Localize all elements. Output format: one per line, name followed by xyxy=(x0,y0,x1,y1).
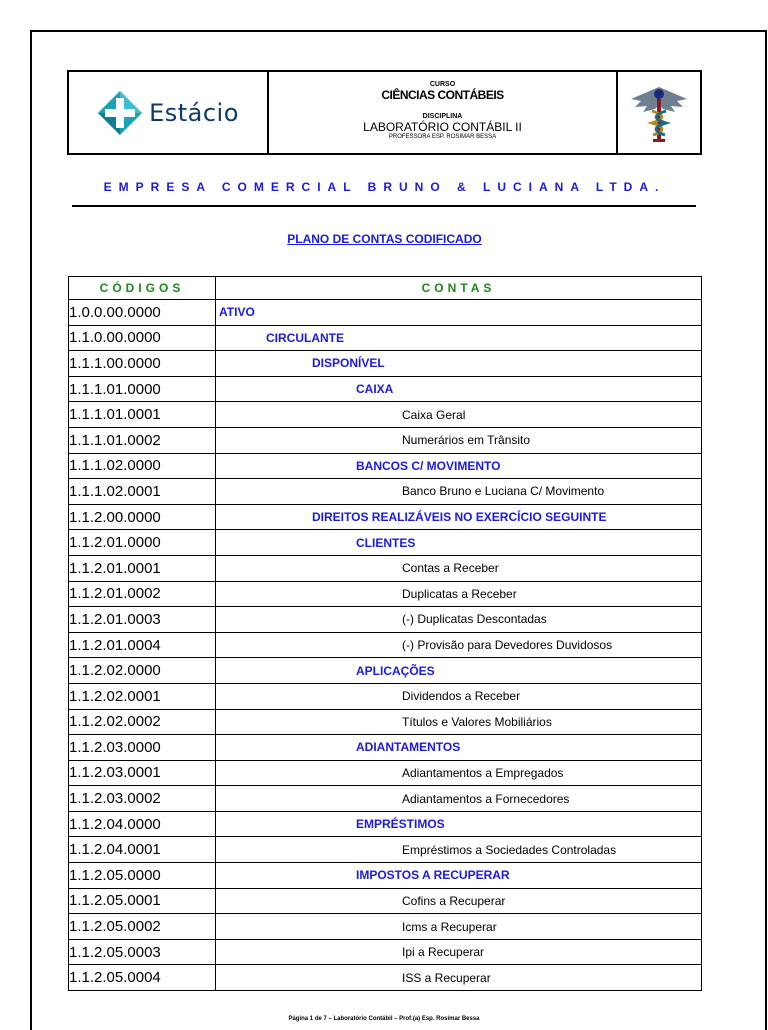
account-code: 1.1.2.01.0004 xyxy=(69,632,216,658)
estacio-logo xyxy=(69,72,269,153)
account-name: Numerários em Trânsito xyxy=(402,433,531,448)
account-cell xyxy=(216,300,702,326)
professor-name: PROFESSORA ESP. ROSIMAR BESSA xyxy=(388,134,497,140)
document-header xyxy=(67,70,702,155)
caduceus-emblem-icon xyxy=(627,81,691,145)
plan-title: PLANO DE CONTAS CODIFICADO xyxy=(287,232,482,246)
account-name: Adiantamentos a Empregados xyxy=(402,765,564,780)
account-code: 1.1.0.00.0000 xyxy=(69,325,216,351)
table-row xyxy=(69,888,702,914)
account-code: 1.1.1.01.0002 xyxy=(69,427,216,453)
page-footer: Página 1 de 7 – Laboratório Contábil – Prof.(a) Esp. Rosimar Bessa xyxy=(288,1016,480,1022)
account-cell xyxy=(216,555,702,581)
account-name: IMPOSTOS A RECUPERAR xyxy=(356,868,510,883)
table-row xyxy=(69,735,702,761)
company-name: EMPRESA COMERCIAL BRUNO & LUCIANA LTDA. xyxy=(103,180,666,194)
account-name: Títulos e Valores Mobiliários xyxy=(402,714,552,729)
account-code: 1.1.2.03.0002 xyxy=(69,786,216,812)
account-name: Cofins a Recuperar xyxy=(402,893,506,908)
table-row xyxy=(69,683,702,709)
account-cell xyxy=(216,863,702,889)
table-row xyxy=(69,786,702,812)
account-name: Ipi a Recuperar xyxy=(402,945,485,960)
account-name: APLICAÇÕES xyxy=(356,663,435,678)
course-label: CURSO xyxy=(429,81,456,88)
account-cell xyxy=(216,735,702,761)
account-cell xyxy=(216,479,702,505)
account-code: 1.1.1.01.0001 xyxy=(69,402,216,428)
account-name: CAIXA xyxy=(356,382,394,397)
account-name: (-) Duplicatas Descontadas xyxy=(402,612,547,627)
account-name: (-) Provisão para Devedores Duvidosos xyxy=(402,638,613,653)
table-row xyxy=(69,351,702,377)
table-row xyxy=(69,607,702,633)
account-code: 1.1.2.01.0000 xyxy=(69,530,216,556)
table-row xyxy=(69,965,702,991)
discipline-label: DISCIPLINA xyxy=(422,113,463,120)
account-cell xyxy=(216,760,702,786)
account-code: 1.1.2.04.0001 xyxy=(69,837,216,863)
account-code: 1.1.1.01.0000 xyxy=(69,376,216,402)
account-code: 1.1.2.03.0001 xyxy=(69,760,216,786)
account-name: Duplicatas a Receber xyxy=(402,586,517,601)
table-row xyxy=(69,453,702,479)
table-row xyxy=(69,530,702,556)
account-cell xyxy=(216,837,702,863)
logo-text: Estácio xyxy=(149,98,239,127)
account-name: Adiantamentos a Fornecedores xyxy=(402,791,570,806)
account-cell xyxy=(216,709,702,735)
account-cell xyxy=(216,607,702,633)
account-code: 1.1.2.02.0000 xyxy=(69,658,216,684)
account-cell xyxy=(216,914,702,940)
account-cell xyxy=(216,351,702,377)
account-cell xyxy=(216,683,702,709)
course-name: CIÊNCIAS CONTÁBEIS xyxy=(381,88,504,102)
course-info xyxy=(269,72,618,153)
account-code: 1.1.1.02.0000 xyxy=(69,453,216,479)
account-name: DISPONÍVEL xyxy=(312,356,385,371)
table-row xyxy=(69,837,702,863)
table-row xyxy=(69,427,702,453)
account-code: 1.1.2.05.0001 xyxy=(69,888,216,914)
account-cell xyxy=(216,939,702,965)
account-name: DIREITOS REALIZÁVEIS NO EXERCÍCIO SEGUINTE xyxy=(312,510,607,525)
diamond-logo-icon xyxy=(97,90,143,136)
account-code: 1.1.2.01.0002 xyxy=(69,581,216,607)
account-code: 1.1.2.05.0002 xyxy=(69,914,216,940)
chart-of-accounts-table xyxy=(68,276,702,991)
account-cell xyxy=(216,581,702,607)
divider xyxy=(72,205,696,207)
table-row xyxy=(69,300,702,326)
account-cell xyxy=(216,965,702,991)
account-code: 1.1.2.02.0001 xyxy=(69,683,216,709)
account-cell xyxy=(216,453,702,479)
account-cell xyxy=(216,888,702,914)
account-name: Icms a Recuperar xyxy=(402,919,497,934)
table-row xyxy=(69,479,702,505)
account-name: Contas a Receber xyxy=(402,561,499,576)
column-header-codes: CÓDIGOS xyxy=(69,277,216,300)
accounting-emblem xyxy=(618,72,700,153)
account-name: CLIENTES xyxy=(356,535,416,550)
table-row xyxy=(69,555,702,581)
account-code: 1.1.2.02.0002 xyxy=(69,709,216,735)
table-row xyxy=(69,939,702,965)
account-code: 1.1.2.05.0000 xyxy=(69,863,216,889)
account-cell xyxy=(216,402,702,428)
account-code: 1.1.2.05.0003 xyxy=(69,939,216,965)
account-cell xyxy=(216,325,702,351)
table-row xyxy=(69,914,702,940)
table-body xyxy=(69,300,702,991)
account-code: 1.0.0.00.0000 xyxy=(69,300,216,326)
column-header-accounts: CONTAS xyxy=(216,277,702,300)
account-code: 1.1.2.00.0000 xyxy=(69,504,216,530)
account-name: ATIVO xyxy=(219,305,255,320)
account-code: 1.1.2.05.0004 xyxy=(69,965,216,991)
account-name: Dividendos a Receber xyxy=(402,689,521,704)
table-row xyxy=(69,325,702,351)
account-cell xyxy=(216,811,702,837)
table-row xyxy=(69,709,702,735)
account-name: BANCOS C/ MOVIMENTO xyxy=(356,458,501,473)
discipline-name: LABORATÓRIO CONTÁBIL II xyxy=(363,120,522,134)
account-cell xyxy=(216,786,702,812)
account-name: ISS a Recuperar xyxy=(402,970,491,985)
table-row xyxy=(69,658,702,684)
account-name: EMPRÉSTIMOS xyxy=(356,817,445,832)
account-cell xyxy=(216,427,702,453)
account-name: ADIANTAMENTOS xyxy=(356,740,461,755)
table-row xyxy=(69,760,702,786)
table-row xyxy=(69,504,702,530)
table-row xyxy=(69,376,702,402)
table-row xyxy=(69,402,702,428)
account-cell xyxy=(216,504,702,530)
account-code: 1.1.2.01.0003 xyxy=(69,607,216,633)
table-row xyxy=(69,632,702,658)
table-row xyxy=(69,811,702,837)
account-name: Banco Bruno e Luciana C/ Movimento xyxy=(402,484,605,499)
account-name: CIRCULANTE xyxy=(266,330,344,345)
account-cell xyxy=(216,530,702,556)
account-name: Caixa Geral xyxy=(402,407,466,422)
account-code: 1.1.2.04.0000 xyxy=(69,811,216,837)
account-cell xyxy=(216,632,702,658)
table-row xyxy=(69,863,702,889)
account-cell xyxy=(216,376,702,402)
table-row xyxy=(69,581,702,607)
account-cell xyxy=(216,658,702,684)
account-code: 1.1.1.00.0000 xyxy=(69,351,216,377)
account-code: 1.1.2.03.0000 xyxy=(69,735,216,761)
table-header-row xyxy=(69,277,702,300)
account-code: 1.1.2.01.0001 xyxy=(69,555,216,581)
account-code: 1.1.1.02.0001 xyxy=(69,479,216,505)
account-name: Empréstimos a Sociedades Controladas xyxy=(402,842,617,857)
